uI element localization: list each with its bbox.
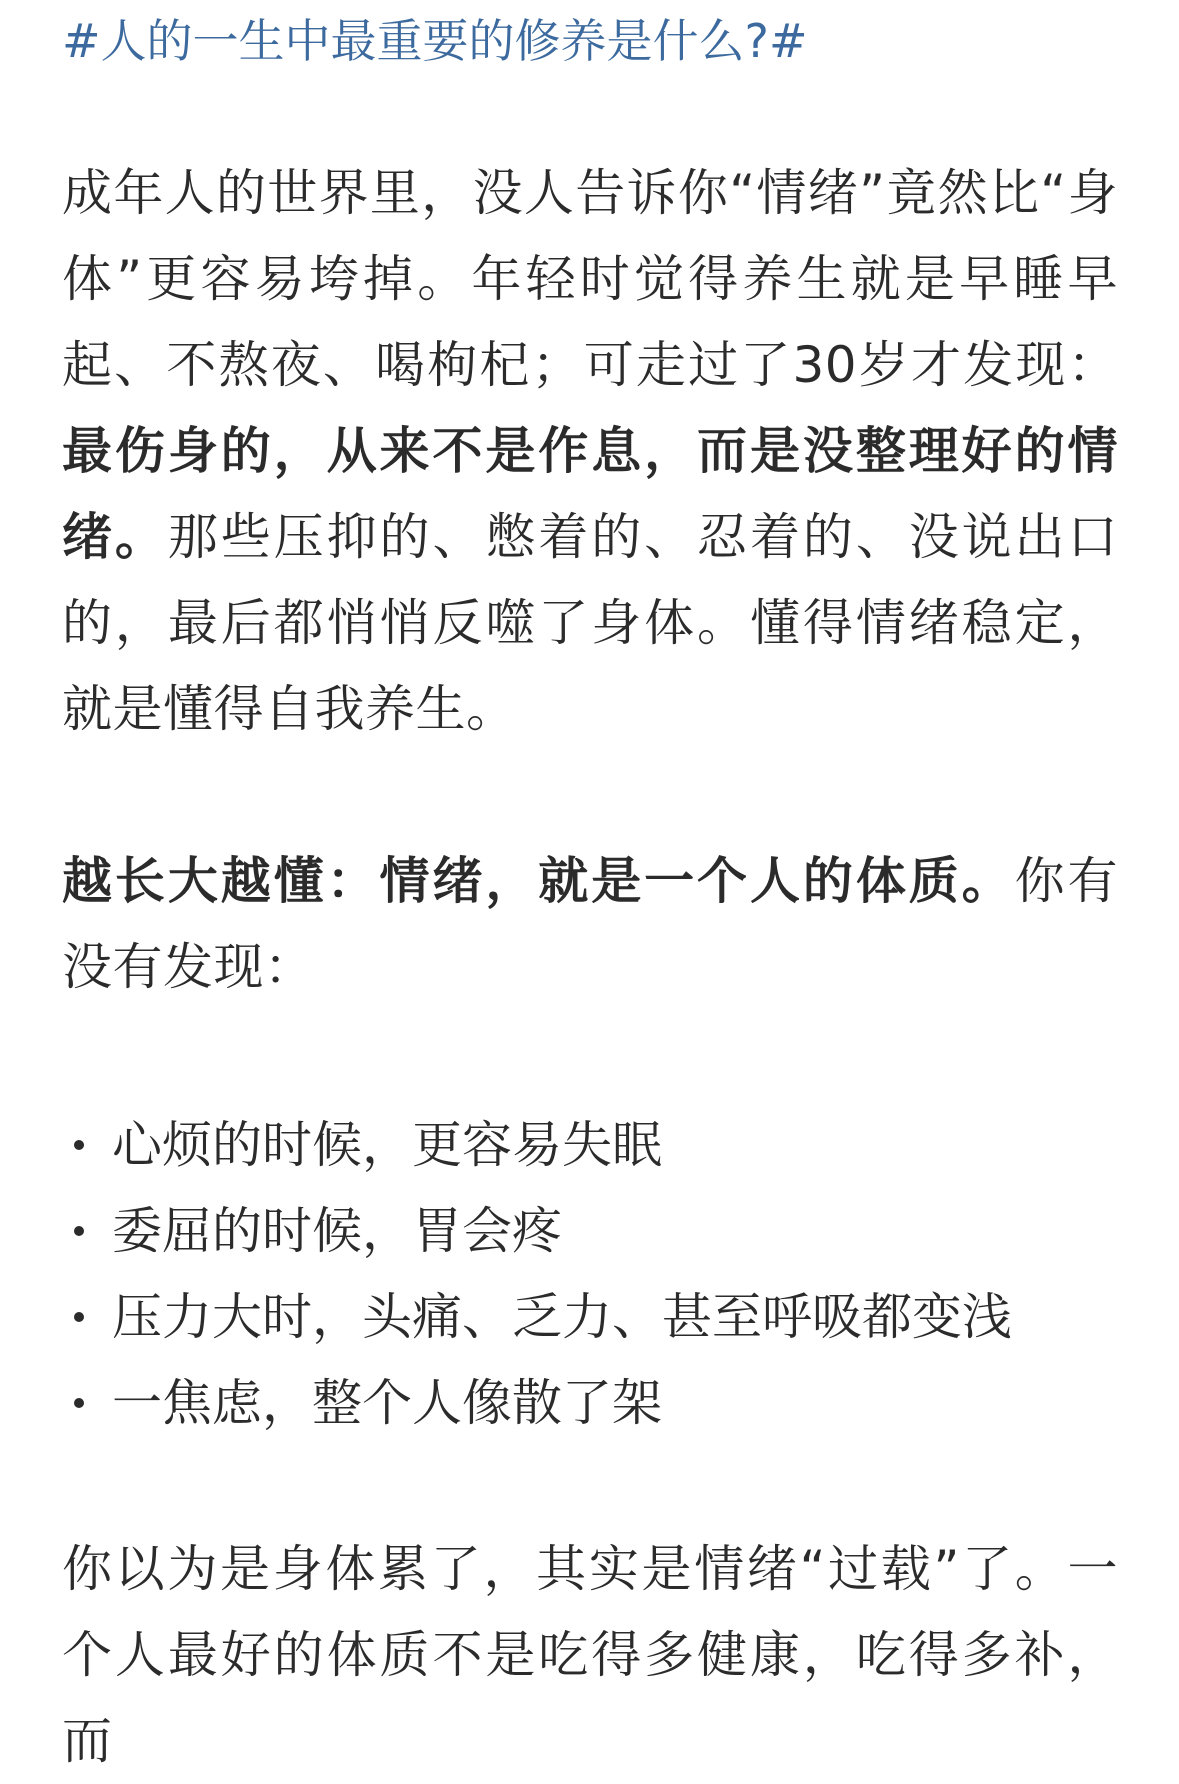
bullet-dot-icon — [74, 1398, 84, 1408]
paragraph-3-text: 你以为是身体累了，其实是情绪“过载”了。一个人最好的体质不是吃得多健康，吃得多补，而 — [62, 1540, 1118, 1770]
list-item-text: 委屈的时候，胃会疼 — [112, 1202, 562, 1260]
list-item — [62, 1360, 1118, 1446]
paragraph-1 — [62, 150, 1118, 752]
list-item-text: 一焦虑，整个人像散了架 — [112, 1374, 662, 1432]
paragraph-1-bold: 最伤身的，从来不是作息，而是没整理好的情绪。 — [62, 422, 1118, 566]
paragraph-2 — [62, 838, 1118, 1010]
list-item — [62, 1188, 1118, 1274]
paragraph-2-text: 你有没有发现： — [62, 852, 1118, 996]
paragraph-3 — [62, 1526, 1118, 1784]
list-item — [62, 1274, 1118, 1360]
post-body — [62, 8, 1118, 1784]
list-item-text: 压力大时，头痛、乏力、甚至呼吸都变浅 — [112, 1288, 1012, 1346]
bullet-list — [62, 1102, 1118, 1446]
paragraph-1-text-a: 成年人的世界里，没人告诉你“情绪”竟然比“身体”更容易垮掉。年轻时觉得养生就是早睡早起、不熬夜、喝枸杞；可走过了30岁才发现： — [62, 164, 1118, 394]
bullet-dot-icon — [74, 1226, 84, 1236]
paragraph-1-text-b: 那些压抑的、憋着的、忍着的、没说出口的，最后都悄悄反噬了身体。懂得情绪稳定，就是懂得自我养生。 — [62, 508, 1119, 738]
paragraph-2-bold: 越长大越懂：情绪，就是一个人的体质。 — [62, 852, 1015, 910]
list-item-text: 心烦的时候，更容易失眠 — [112, 1116, 662, 1174]
bullet-dot-icon — [74, 1140, 84, 1150]
list-item — [62, 1102, 1118, 1188]
hashtag-link[interactable]: #人的一生中最重要的修养是什么?# — [62, 14, 808, 68]
bullet-dot-icon — [74, 1312, 84, 1322]
